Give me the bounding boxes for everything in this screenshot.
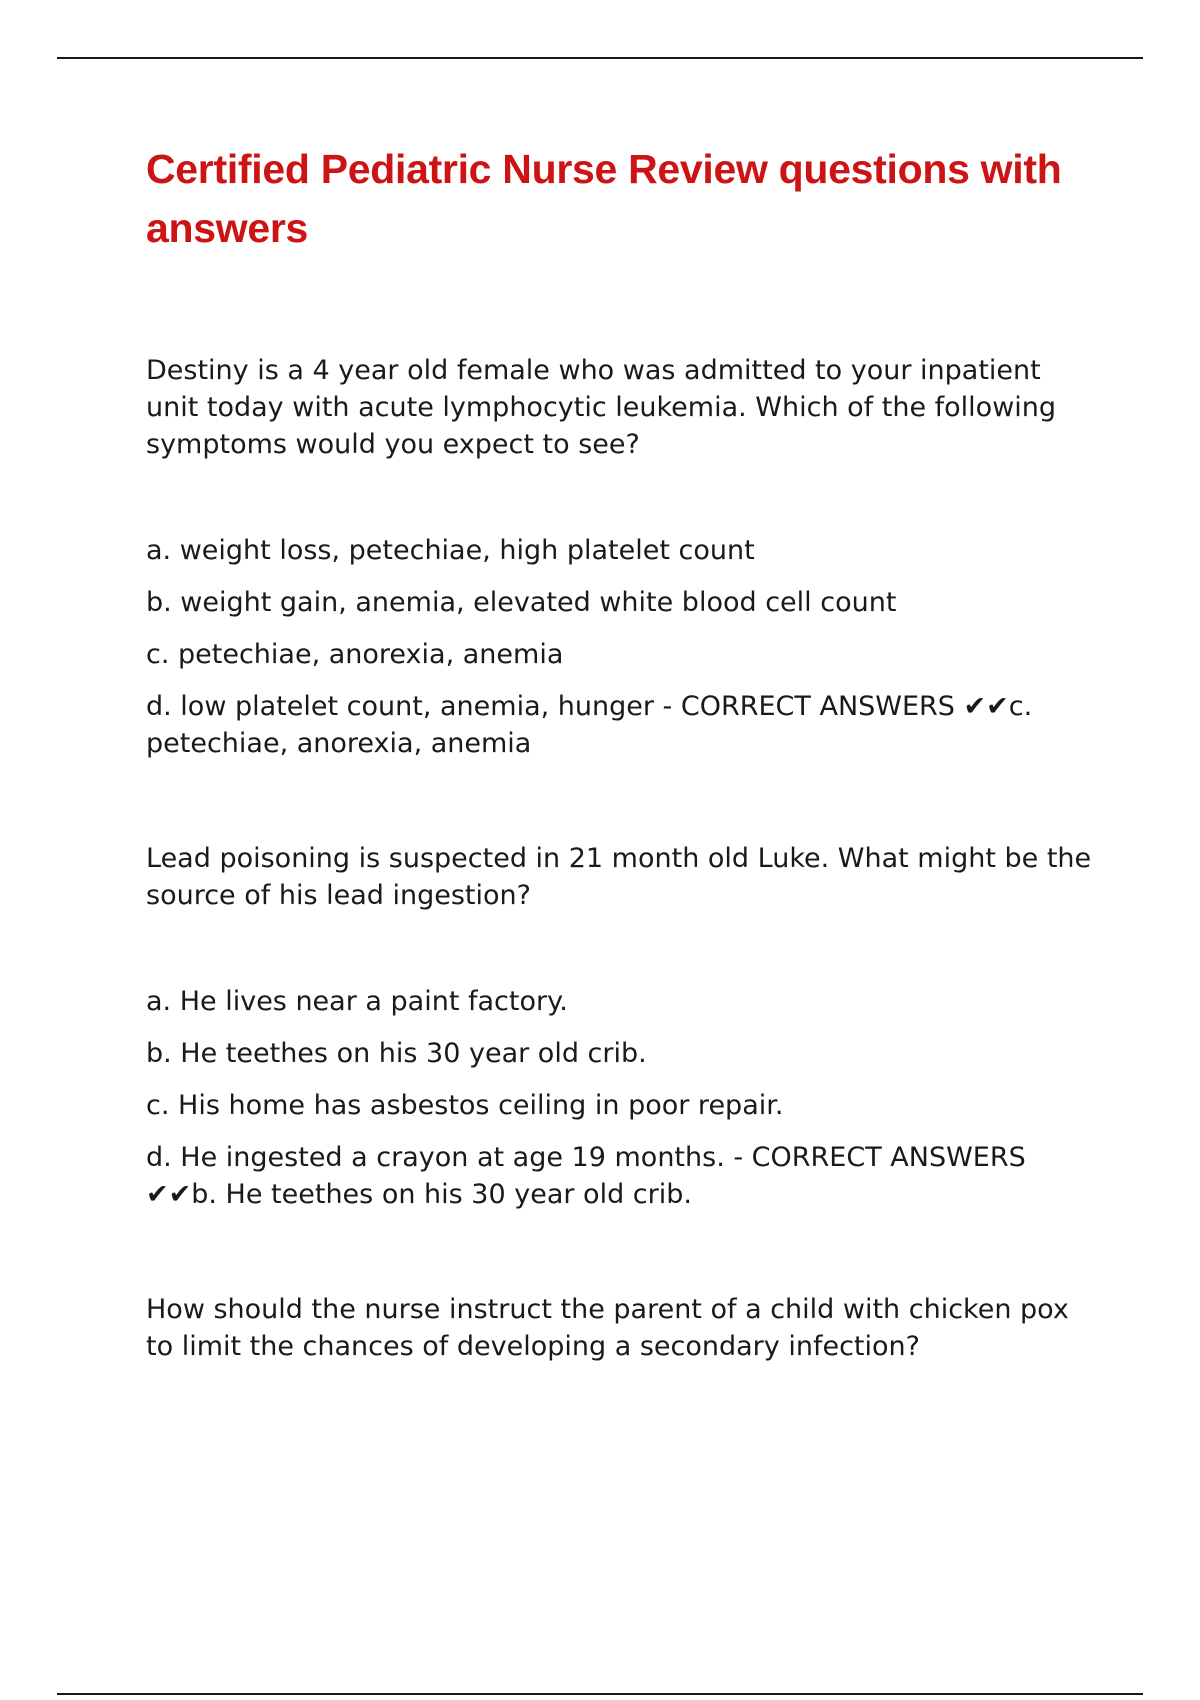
document-title: Certified Pediatric Nurse Review questions with answers [146, 146, 1062, 251]
question-1-option-c: c. petechiae, anorexia, anemia [146, 639, 564, 670]
top-rule [57, 57, 1143, 59]
question-2-option-d-with-answer: d. He ingested a crayon at age 19 months. - CORRECT ANSWERS ✔✔b. He teethes on his 30 year old crib. [146, 1142, 1026, 1210]
question-3: How should the nurse instruct the parent of a child with chicken pox to limit the chances of developing a secondary infection? [146, 1294, 1069, 1362]
question-2-options [146, 983, 1096, 1213]
question-1: Destiny is a 4 year old female who was admitted to your inpatient unit today with acute lymphocytic leukemia. Which of the following symptoms would you expect to see? [146, 355, 1057, 460]
document-body [146, 140, 1096, 1365]
question-1-option-d-with-answer: d. low platelet count, anemia, hunger - CORRECT ANSWERS ✔✔c. petechiae, anorexia, anemia [146, 691, 1033, 759]
question-2-option-c: c. His home has asbestos ceiling in poor repair. [146, 1090, 784, 1121]
question-1-option-a: a. weight loss, petechiae, high platelet count [146, 535, 755, 566]
bottom-rule [57, 1693, 1143, 1695]
question-1-option-b: b. weight gain, anemia, elevated white blood cell count [146, 587, 897, 618]
question-2-option-b: b. He teethes on his 30 year old crib. [146, 1038, 647, 1069]
question-1-options [146, 532, 1096, 762]
question-2: Lead poisoning is suspected in 21 month old Luke. What might be the source of his lead ingestion? [146, 843, 1092, 911]
question-2-option-a: a. He lives near a paint factory. [146, 986, 568, 1017]
